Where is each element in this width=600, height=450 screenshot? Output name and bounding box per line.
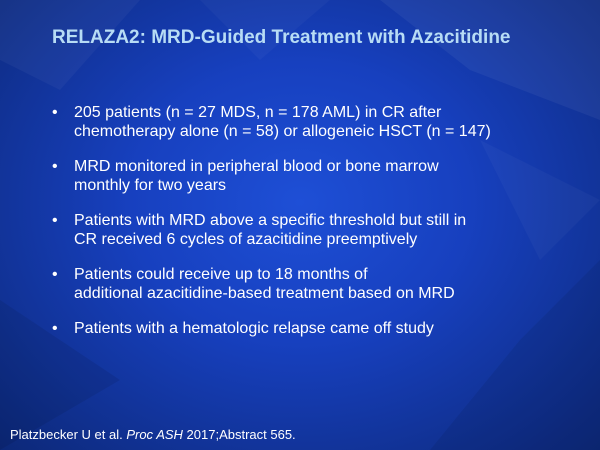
bullet-text: Patients with MRD above a specific threshold but still in CR received 6 cycles of azacitidine preemptively bbox=[74, 212, 467, 248]
bullet-marker: • bbox=[52, 266, 58, 283]
slide-title: RELAZA2: MRD-Guided Treatment with Azacitidine bbox=[52, 27, 511, 48]
bullet-text: 205 patients (n = 27 MDS, n = 178 AML) in CR after chemotherapy alone (n = 58) or allogeneic HSCT (n = 147) bbox=[74, 104, 491, 140]
bullet-marker: • bbox=[52, 104, 58, 121]
citation bbox=[10, 427, 296, 442]
bullet-marker: • bbox=[52, 320, 58, 337]
citation-details: 2017;Abstract 565. bbox=[182, 427, 296, 442]
bullet-item bbox=[52, 319, 582, 338]
citation-authors: Platzbecker U et al. bbox=[10, 427, 127, 442]
bullet-list bbox=[52, 103, 582, 354]
bullet-item bbox=[52, 211, 582, 249]
bullet-item bbox=[52, 157, 582, 195]
bullet-item bbox=[52, 265, 582, 303]
bullet-marker: • bbox=[52, 158, 58, 175]
bullet-marker: • bbox=[52, 212, 58, 229]
bullet-text: Patients could receive up to 18 months of additional azacitidine-based treatment based on MRD bbox=[74, 266, 455, 302]
bullet-text: MRD monitored in peripheral blood or bone marrow monthly for two years bbox=[74, 158, 439, 194]
bullet-text: Patients with a hematologic relapse came off study bbox=[74, 320, 434, 337]
bullet-item bbox=[52, 103, 582, 141]
citation-journal: Proc ASH bbox=[126, 427, 183, 442]
